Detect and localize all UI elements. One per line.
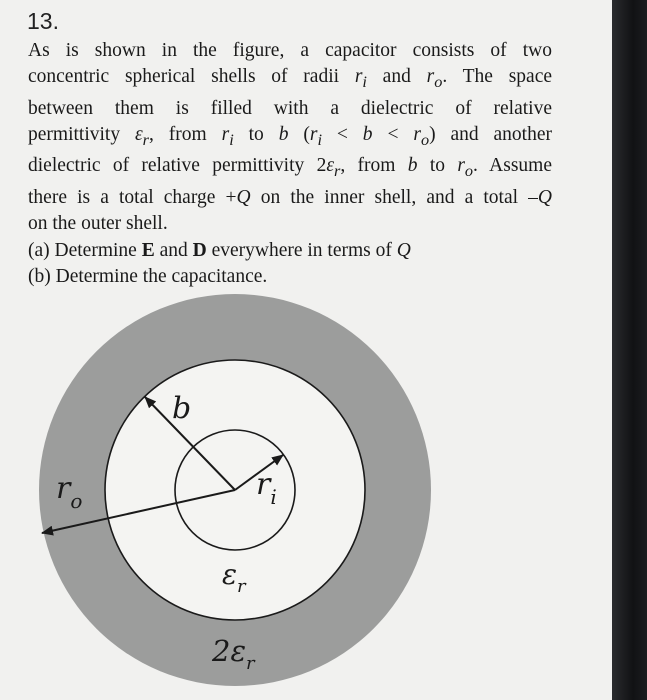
label-er: $\varepsilon_r$ bbox=[222, 558, 246, 597]
line-2: concentric spherical shells of radii $r_i$ and $r_o$. The space bbox=[28, 66, 552, 92]
line-5: dielectric of relative permittivity $2\varepsilon_r$, from b to $r_o$. Assume bbox=[28, 155, 552, 181]
line-3: between them is filled with a dielectric of relative bbox=[28, 97, 552, 119]
line-7: on the outer shell. bbox=[28, 213, 168, 235]
line-4: permittivity $\varepsilon_r$, from $r_i$ to b $(r_i < b < r_o)$ and another bbox=[28, 124, 552, 149]
label-ri: $r_i$ bbox=[256, 467, 277, 509]
part-a: (a) Determine E and D everywhere in terms of Q bbox=[28, 239, 411, 261]
page-edge-shadow bbox=[612, 0, 647, 700]
part-b: (b) Determine the capacitance. bbox=[28, 265, 268, 287]
label-b: b bbox=[172, 391, 192, 426]
line-1: As is shown in the figure, a capacitor consists of two bbox=[28, 40, 552, 61]
problem-number: 13. bbox=[27, 8, 59, 34]
label-2er: $2\varepsilon_r$ bbox=[212, 634, 255, 674]
label-ro: $r_o$ bbox=[56, 471, 83, 513]
line-6: there is a total charge +Q on the inner shell, and a total –Q bbox=[28, 186, 552, 208]
